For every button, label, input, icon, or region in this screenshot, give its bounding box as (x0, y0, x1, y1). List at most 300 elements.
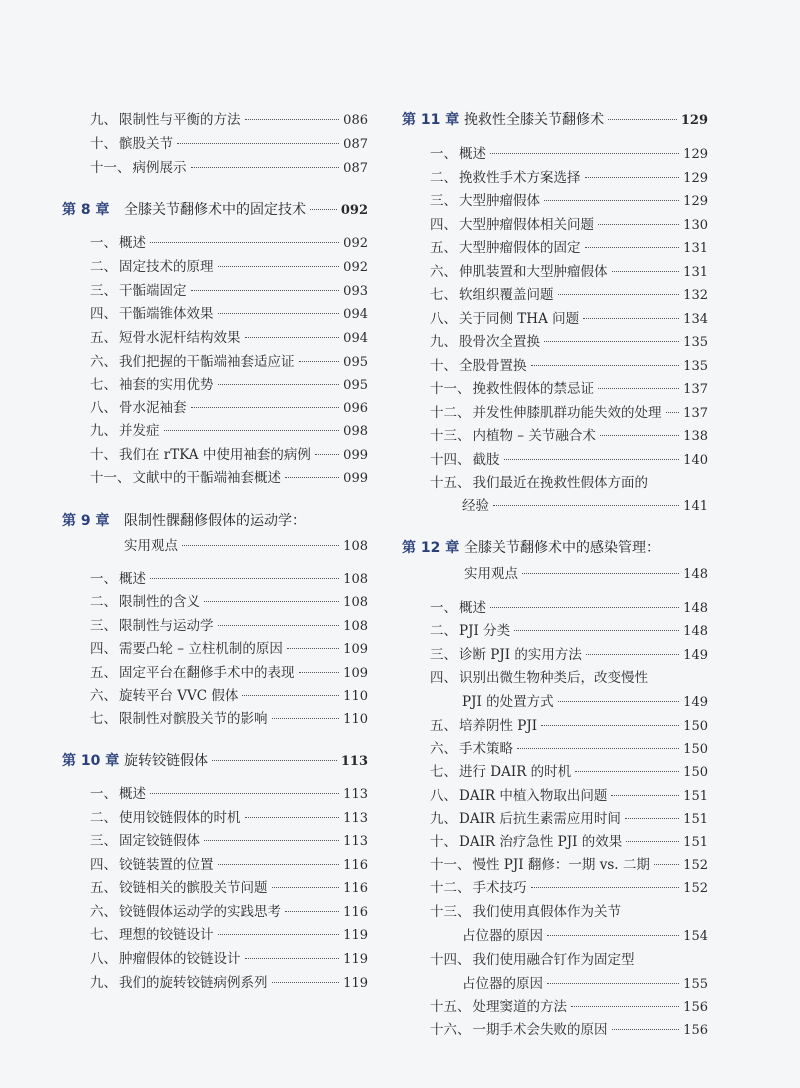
section-title: 理想的铰链设计 (119, 927, 214, 943)
page-number: 113 (343, 787, 368, 802)
section-number: 十四、 (430, 952, 471, 968)
section-title: 经验 (462, 498, 489, 514)
dot-leader (611, 794, 679, 796)
page-number: 099 (343, 471, 368, 486)
dot-leader (299, 671, 340, 673)
section-number: 十一、 (430, 857, 471, 873)
page-number: 108 (343, 572, 368, 587)
section-number: 九、 (90, 975, 117, 991)
section-title: 股骨次全置换 (459, 334, 540, 350)
chapter-number: 第 9 章 (62, 513, 110, 529)
chapter-number: 第 11 章 (402, 112, 460, 128)
section-number: 十、 (430, 834, 457, 850)
page-number: 108 (343, 539, 368, 554)
toc-section-entry[interactable] (62, 709, 368, 731)
page-number: 109 (343, 642, 368, 657)
page-number: 093 (343, 284, 368, 299)
dot-leader (218, 863, 340, 865)
toc-section-entry[interactable] (62, 352, 368, 374)
page-number: 116 (343, 881, 368, 896)
page-number: 119 (343, 952, 368, 967)
toc-section-entry[interactable] (402, 598, 708, 620)
dot-leader (245, 816, 340, 818)
section-number: 三、 (90, 833, 117, 849)
toc-section-entry[interactable] (62, 257, 368, 279)
dot-leader (212, 759, 337, 761)
toc-section-entry[interactable] (62, 281, 368, 303)
section-number: 一、 (430, 600, 457, 616)
section-title: 概述 (459, 146, 486, 162)
toc-section-entry[interactable] (402, 379, 708, 401)
section-title: 大型肿瘤假体 (459, 193, 540, 209)
dot-leader (490, 606, 679, 608)
page-number: 129 (683, 147, 708, 162)
dot-leader (177, 142, 339, 144)
toc-section-entry[interactable] (402, 332, 708, 354)
page-number: 135 (683, 335, 708, 350)
section-title: 概述 (119, 235, 146, 251)
section-number: 一、 (90, 235, 117, 251)
toc-section-entry[interactable] (62, 663, 368, 685)
page-number: 154 (683, 929, 708, 944)
section-number: 五、 (90, 880, 117, 896)
dot-leader (531, 364, 680, 366)
toc-section-entry[interactable] (402, 144, 708, 166)
toc-section-entry[interactable] (402, 1020, 708, 1042)
section-title: 使用铰链假体的时机 (119, 810, 241, 826)
section-number: 十二、 (430, 880, 471, 896)
section-number: 七、 (90, 711, 117, 727)
page-number: 137 (683, 406, 708, 421)
dot-leader (242, 694, 339, 696)
dot-leader (272, 981, 340, 983)
page-number: 094 (343, 331, 368, 346)
section-number: 四、 (430, 217, 457, 233)
section-title: 限制性与平衡的方法 (119, 112, 241, 128)
section-number: 二、 (90, 259, 117, 275)
section-title: 我们使用融合钉作为固定型 (472, 952, 635, 968)
dot-leader (204, 839, 339, 841)
page-number: 151 (683, 789, 708, 804)
section-title: 截肢 (472, 452, 500, 468)
section-title: 短骨水泥杆结构效果 (119, 330, 241, 346)
section-title: 铰链装置的位置 (119, 857, 214, 873)
dot-leader (586, 653, 679, 655)
dot-leader (204, 600, 339, 602)
dot-leader (625, 817, 679, 819)
section-number: 十四、 (430, 452, 471, 468)
toc-section-title-continued[interactable] (402, 974, 708, 996)
dot-leader (666, 411, 680, 413)
toc-section-entry[interactable] (62, 616, 368, 638)
section-title: 固定铰链假体 (119, 833, 200, 849)
dot-leader (182, 544, 339, 546)
dot-leader (218, 265, 340, 267)
dot-leader (608, 118, 677, 120)
section-number: 八、 (430, 311, 457, 327)
section-number: 九、 (90, 112, 117, 128)
toc-section-entry[interactable] (402, 262, 708, 284)
toc-section-entry[interactable] (62, 592, 368, 614)
toc-section-entry[interactable] (62, 569, 368, 591)
toc-section-entry[interactable] (402, 878, 708, 900)
toc-section-title-continued[interactable] (402, 692, 708, 714)
dot-leader (547, 982, 679, 984)
page-number: 140 (683, 453, 708, 468)
chapter-title: 全膝关节翻修术中的固定技术 (124, 202, 306, 218)
section-title: DAIR 治疗急性 PJI 的效果 (459, 834, 623, 850)
section-title: 大型肿瘤假体相关问题 (459, 217, 594, 233)
toc-section-entry[interactable] (62, 304, 368, 326)
toc-chapter-entry[interactable] (402, 110, 708, 132)
dot-leader (310, 208, 337, 210)
dot-leader (272, 886, 340, 888)
section-title: 内植物 – 关节融合术 (472, 428, 596, 444)
toc-section-entry[interactable] (62, 398, 368, 420)
toc-section-entry[interactable] (402, 762, 708, 784)
section-title: 手术技巧 (472, 880, 527, 896)
page-number: 152 (683, 858, 708, 873)
section-number: 四、 (430, 670, 457, 686)
dot-leader (514, 629, 679, 631)
page-number: 138 (683, 429, 708, 444)
section-number: 十、 (90, 136, 117, 152)
toc-section-entry[interactable] (402, 191, 708, 213)
section-number: 四、 (90, 641, 117, 657)
toc-section-entry[interactable] (62, 421, 368, 443)
section-number: 六、 (90, 688, 117, 704)
page-number: 129 (683, 194, 708, 209)
dot-leader (285, 910, 339, 912)
page-number: 148 (683, 601, 708, 616)
section-number: 六、 (430, 264, 457, 280)
page-number: 134 (683, 312, 708, 327)
page-number: 129 (683, 171, 708, 186)
toc-section-entry[interactable] (402, 403, 708, 425)
toc-section-entry[interactable] (62, 375, 368, 397)
dot-leader (654, 863, 679, 865)
toc-section-entry[interactable] (62, 784, 368, 806)
section-title: 诊断 PJI 的实用方法 (459, 647, 582, 663)
toc-section-entry[interactable] (402, 832, 708, 854)
page-number: 132 (683, 288, 708, 303)
toc-section-title-continued[interactable] (402, 926, 708, 948)
page-number: 150 (683, 719, 708, 734)
dot-leader (245, 118, 340, 120)
page-number: 148 (683, 624, 708, 639)
page-number: 099 (343, 448, 368, 463)
section-title: 髌股关节 (119, 136, 173, 152)
toc-section-entry[interactable] (402, 950, 708, 972)
toc-section-entry[interactable] (62, 808, 368, 830)
section-title: 我们把握的干骺端袖套适应证 (119, 354, 295, 370)
section-title: 占位器的原因 (462, 976, 543, 992)
toc-section-entry[interactable] (402, 902, 708, 924)
page-number: 119 (343, 928, 368, 943)
dot-leader (504, 458, 680, 460)
page-number: 129 (680, 113, 708, 128)
toc-section-entry[interactable] (402, 645, 708, 667)
toc-section-entry[interactable] (62, 233, 368, 255)
toc-section-entry[interactable] (402, 215, 708, 237)
page-number: 087 (343, 161, 368, 176)
section-title: 大型肿瘤假体的固定 (459, 240, 581, 256)
toc-section-entry[interactable] (402, 309, 708, 331)
section-number: 十二、 (430, 405, 471, 421)
section-number: 三、 (90, 283, 117, 299)
section-number: 十六、 (430, 1022, 471, 1038)
dot-leader (571, 1005, 679, 1007)
section-title: 挽救性假体的禁忌证 (472, 381, 594, 397)
section-number: 二、 (90, 810, 117, 826)
dot-leader (544, 199, 679, 201)
section-title: 我们的旋转铰链病例系列 (119, 975, 268, 991)
dot-leader (517, 747, 679, 749)
section-title: 干骺端固定 (119, 283, 187, 299)
toc-section-entry[interactable] (62, 468, 368, 490)
section-number: 三、 (430, 193, 457, 209)
toc-section-entry[interactable] (62, 973, 368, 995)
toc-section-entry[interactable] (62, 855, 368, 877)
toc-section-entry[interactable] (62, 158, 368, 180)
page-number: 092 (340, 203, 368, 218)
section-number: 三、 (430, 647, 457, 663)
dot-leader (218, 383, 340, 385)
chapter-number: 第 12 章 (402, 540, 460, 556)
section-number: 十五、 (430, 475, 471, 491)
toc-section-entry[interactable] (62, 639, 368, 661)
page-number: 110 (343, 712, 368, 727)
toc-section-entry[interactable] (402, 997, 708, 1019)
section-number: 三、 (90, 618, 117, 634)
section-title: 关于同侧 THA 问题 (459, 311, 580, 327)
dot-leader (626, 840, 679, 842)
dot-leader (598, 223, 679, 225)
section-number: 六、 (90, 354, 117, 370)
toc-section-entry[interactable] (62, 134, 368, 156)
page-number: 130 (683, 218, 708, 233)
toc-section-entry[interactable] (402, 855, 708, 877)
toc-section-entry[interactable] (402, 739, 708, 761)
dot-leader (191, 289, 340, 291)
toc-section-entry[interactable] (62, 110, 368, 132)
section-title: 概述 (119, 571, 146, 587)
section-title: 需要凸轮 – 立柱机制的原因 (119, 641, 283, 657)
toc-chapter-entry[interactable] (62, 200, 368, 222)
toc-section-entry[interactable] (62, 902, 368, 924)
page-number: 113 (343, 834, 368, 849)
section-title: 骨水泥袖套 (119, 400, 187, 416)
page-number: 131 (683, 241, 708, 256)
page-number: 150 (683, 742, 708, 757)
dot-leader (191, 406, 340, 408)
toc-section-entry[interactable] (402, 668, 708, 690)
chapter-title: 实用观点 (464, 566, 518, 582)
section-title: 伸肌装置和大型肿瘤假体 (459, 264, 608, 280)
section-number: 八、 (430, 788, 457, 804)
dot-leader (218, 624, 340, 626)
toc-section-entry[interactable] (402, 356, 708, 378)
page-number: 149 (683, 695, 708, 710)
toc-chapter-title-continued[interactable] (62, 536, 368, 558)
section-number: 十三、 (430, 428, 471, 444)
page-number: 096 (343, 401, 368, 416)
page-number: 087 (343, 137, 368, 152)
section-title: 概述 (119, 786, 146, 802)
section-title: 干骺端锥体效果 (119, 306, 214, 322)
dot-leader (315, 453, 339, 455)
section-number: 十、 (430, 358, 457, 374)
dot-leader (191, 166, 340, 168)
section-number: 十一、 (430, 381, 471, 397)
page-number: 109 (343, 666, 368, 681)
dot-leader (493, 504, 679, 506)
section-title: 病例展示 (132, 160, 187, 176)
chapter-title: 旋转铰链假体 (124, 753, 208, 769)
dot-leader (164, 429, 340, 431)
dot-leader (218, 933, 340, 935)
toc-section-entry[interactable] (402, 168, 708, 190)
section-title: 培养阴性 PJI (459, 718, 538, 734)
section-title: 并发症 (119, 423, 160, 439)
section-title: 我们在 rTKA 中使用袖套的病例 (119, 447, 311, 463)
chapter-title: 实用观点 (124, 538, 178, 554)
dot-leader (522, 572, 679, 574)
dot-leader (531, 886, 680, 888)
section-number: 七、 (430, 764, 457, 780)
section-title: DAIR 中植入物取出问题 (459, 788, 608, 804)
page-number: 152 (683, 881, 708, 896)
section-title: 我们最近在挽救性假体方面的 (472, 475, 648, 491)
dot-leader (612, 270, 680, 272)
page-number: 092 (343, 236, 368, 251)
section-title: 旋转平台 VVC 假体 (119, 688, 239, 704)
section-title: 文献中的干骺端袖套概述 (132, 470, 281, 486)
section-title: 手术策略 (459, 741, 513, 757)
section-number: 五、 (90, 330, 117, 346)
section-number: 八、 (90, 951, 117, 967)
section-number: 七、 (430, 287, 457, 303)
section-title: 限制性对髌股关节的影响 (119, 711, 268, 727)
page-number: 094 (343, 307, 368, 322)
section-title: 处理窦道的方法 (472, 999, 567, 1015)
dot-leader (150, 792, 339, 794)
dot-leader (541, 724, 679, 726)
section-number: 一、 (90, 786, 117, 802)
page-number: 092 (343, 260, 368, 275)
dot-leader (272, 717, 340, 719)
page-number: 149 (683, 648, 708, 663)
section-number: 二、 (90, 594, 117, 610)
section-number: 十五、 (430, 999, 471, 1015)
toc-section-entry[interactable] (402, 786, 708, 808)
section-number: 九、 (430, 811, 457, 827)
toc-section-entry[interactable] (402, 238, 708, 260)
chapter-number: 第 8 章 (62, 202, 110, 218)
section-title: 我们使用真假体作为关节 (472, 904, 621, 920)
toc-section-entry[interactable] (62, 925, 368, 947)
section-title: 软组织覆盖问题 (459, 287, 554, 303)
section-title: DAIR 后抗生素需应用时间 (459, 811, 621, 827)
page-number: 148 (683, 567, 708, 582)
section-title: 并发性伸膝肌群功能失效的处理 (472, 405, 662, 421)
toc-chapter-entry[interactable] (402, 538, 708, 560)
section-title: 慢性 PJI 翻修：一期 vs. 二期 (472, 857, 650, 873)
toc-section-entry[interactable] (402, 473, 708, 495)
section-title: 固定技术的原理 (119, 259, 214, 275)
section-number: 十三、 (430, 904, 471, 920)
dot-leader (598, 387, 679, 389)
section-title: 限制性与运动学 (119, 618, 214, 634)
toc-section-entry[interactable] (62, 686, 368, 708)
dot-leader (575, 770, 679, 772)
dot-leader (245, 957, 340, 959)
toc-section-entry[interactable] (62, 831, 368, 853)
dot-leader (612, 1028, 680, 1030)
toc-section-entry[interactable] (402, 621, 708, 643)
toc-chapter-entry[interactable] (62, 751, 368, 773)
section-number: 七、 (90, 377, 117, 393)
page-number: 110 (343, 689, 368, 704)
toc-section-entry[interactable] (62, 949, 368, 971)
toc-section-entry[interactable] (402, 716, 708, 738)
dot-leader (150, 577, 339, 579)
section-number: 五、 (90, 665, 117, 681)
section-number: 六、 (90, 904, 117, 920)
toc-section-entry[interactable] (62, 878, 368, 900)
section-title: 铰链相关的髌股关节问题 (119, 880, 268, 896)
dot-leader (245, 336, 340, 338)
chapter-number: 第 10 章 (62, 753, 120, 769)
section-number: 二、 (430, 623, 457, 639)
section-title: 全股骨置换 (459, 358, 527, 374)
page-number: 086 (343, 113, 368, 128)
dot-leader (585, 246, 680, 248)
page-number: 135 (683, 359, 708, 374)
toc-section-entry[interactable] (402, 450, 708, 472)
section-number: 十一、 (90, 160, 131, 176)
toc-chapter-entry[interactable] (62, 511, 368, 533)
section-number: 十、 (90, 447, 117, 463)
toc-section-title-continued[interactable] (402, 496, 708, 518)
section-title: 进行 DAIR 的时机 (459, 764, 572, 780)
toc-chapter-title-continued[interactable] (402, 564, 708, 586)
toc-section-entry[interactable] (402, 285, 708, 307)
section-number: 五、 (430, 718, 457, 734)
section-title: 限制性的含义 (119, 594, 200, 610)
chapter-title: 挽救性全膝关节翻修术 (464, 112, 604, 128)
section-number: 四、 (90, 857, 117, 873)
toc-section-entry[interactable] (402, 809, 708, 831)
page-number: 116 (343, 858, 368, 873)
section-title: 肿瘤假体的铰链设计 (119, 951, 241, 967)
page-number: 108 (343, 595, 368, 610)
dot-leader (490, 152, 679, 154)
section-number: 四、 (90, 306, 117, 322)
dot-leader (299, 360, 340, 362)
section-title: 袖套的实用优势 (119, 377, 214, 393)
toc-section-entry[interactable] (402, 426, 708, 448)
page-number: 098 (343, 424, 368, 439)
toc-section-entry[interactable] (62, 328, 368, 350)
toc-section-entry[interactable] (62, 445, 368, 467)
dot-leader (583, 317, 679, 319)
dot-leader (558, 700, 680, 702)
section-title: 挽救性手术方案选择 (459, 170, 581, 186)
section-number: 十一、 (90, 470, 131, 486)
section-title: PJI 的处置方式 (462, 694, 554, 710)
page-number: 151 (683, 835, 708, 850)
